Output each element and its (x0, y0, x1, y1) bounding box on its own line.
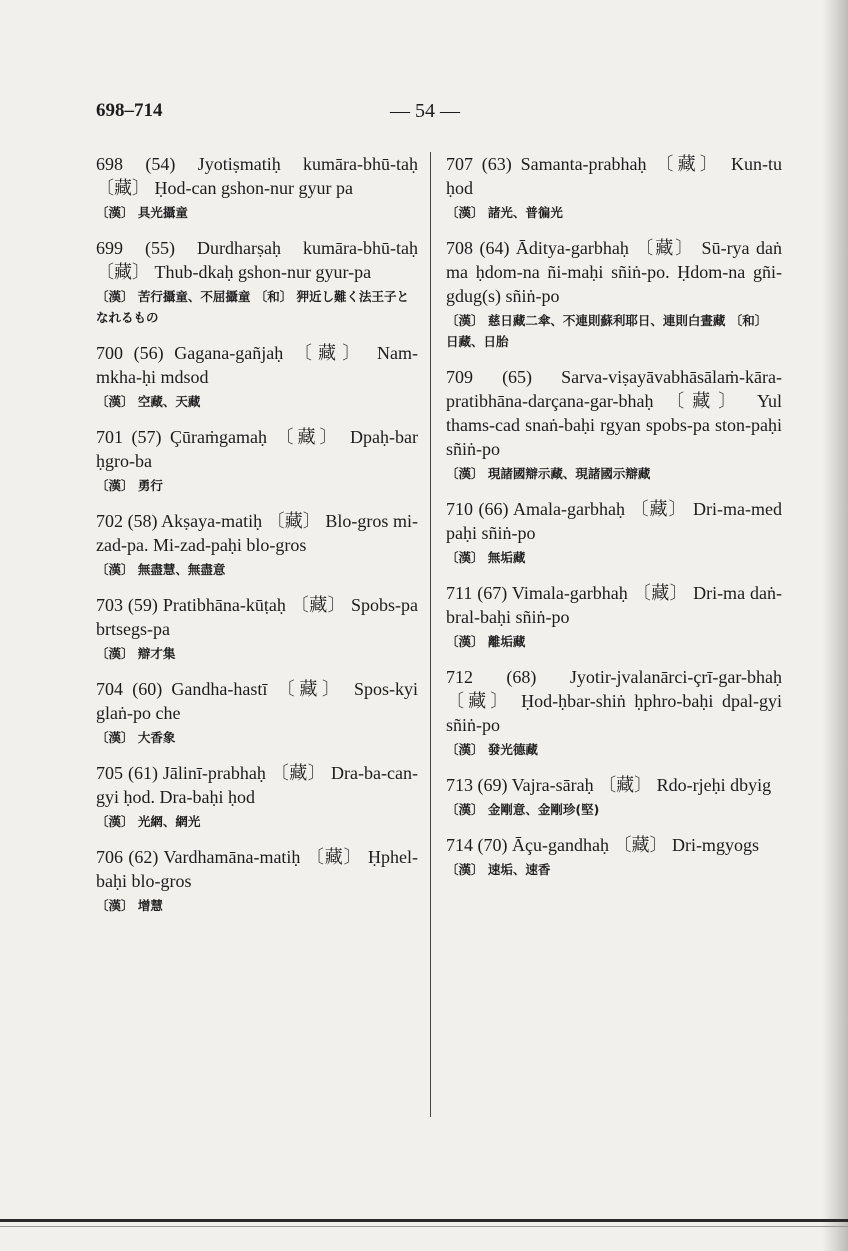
entry-chinese: 〔漢〕 金剛意、金剛珍(堅) (446, 802, 600, 817)
entry-701 (96, 425, 418, 496)
entry-chinese: 〔漢〕 勇行 (96, 478, 163, 493)
entry-text: 705 (61) Jālinī-prabhaḥ 〔藏〕 Dra-ba-can-gyi ḥod. Dra-baḥi ḥod (96, 763, 418, 807)
entry-710 (446, 497, 782, 568)
entry-704 (96, 677, 418, 748)
footer-rule (0, 1219, 848, 1222)
entry-708 (446, 236, 782, 352)
entry-chinese: 〔漢〕 光網、網光 (96, 814, 201, 829)
entry-714 (446, 833, 782, 880)
entry-706 (96, 845, 418, 916)
entry-chinese: 〔漢〕 增慧 (96, 898, 163, 913)
entry-705 (96, 761, 418, 832)
entry-700 (96, 341, 418, 412)
entry-chinese: 〔漢〕 無盡慧、無盡意 (96, 562, 226, 577)
entry-chinese: 〔漢〕 速垢、速香 (446, 862, 551, 877)
entry-text: 711 (67) Vimala-garbhaḥ 〔藏〕 Dri-ma daṅ-bral-baḥi sñiṅ-po (446, 583, 782, 627)
right-column (446, 152, 782, 893)
entry-chinese: 〔漢〕 離垢藏 (446, 634, 526, 649)
footer-rule-thin (0, 1226, 848, 1227)
entry-699 (96, 236, 418, 328)
entry-text: 710 (66) Amala-garbhaḥ 〔藏〕 Dri-ma-med paḥi sñiṅ-po (446, 499, 782, 543)
entry-text: 704 (60) Gandha-hastī 〔藏〕 Spos-kyi glaṅ-po che (96, 679, 418, 723)
entry-702 (96, 509, 418, 580)
entry-chinese: 〔漢〕 發光德藏 (446, 742, 538, 757)
page-edge-shadow (822, 0, 848, 1251)
entry-chinese: 〔漢〕 具光攝童 (96, 205, 188, 220)
entry-text: 701 (57) Çūraṁgamaḥ 〔藏〕 Dpaḥ-bar ḥgro-ba (96, 427, 418, 471)
entry-698 (96, 152, 418, 223)
entry-703 (96, 593, 418, 664)
entry-709 (446, 365, 782, 484)
entry-text: 707 (63) Samanta-prabhaḥ 〔藏〕 Kun-tu ḥod (446, 154, 782, 198)
entry-712 (446, 665, 782, 760)
entry-text: 702 (58) Akṣaya-matiḥ 〔藏〕 Blo-gros mi-zad-pa. Mi-zad-paḥi blo-gros (96, 511, 418, 555)
entry-chinese: 〔漢〕 苦行攝童、不屈攝童 〔和〕 狎近し難く法王子となれるもの (96, 289, 410, 325)
entry-text: 713 (69) Vajra-sāraḥ 〔藏〕 Rdo-rjeḥi dbyig (446, 775, 772, 795)
entry-text: 700 (56) Gagana-gañjaḥ 〔藏〕 Nam-mkha-ḥi mdsod (96, 343, 418, 387)
entry-chinese: 〔漢〕 大香象 (96, 730, 176, 745)
entry-711 (446, 581, 782, 652)
entry-chinese: 〔漢〕 諸光、普徧光 (446, 205, 563, 220)
entry-text: 714 (70) Āçu-gandhaḥ 〔藏〕 Dri-mgyogs (446, 835, 759, 855)
entry-text: 703 (59) Pratibhāna-kūṭaḥ 〔藏〕 Spobs-pa brtsegs-pa (96, 595, 418, 639)
entry-chinese: 〔漢〕 無垢藏 (446, 550, 526, 565)
entry-text: 698 (54) Jyotiṣmatiḥ kumāra-bhū-taḥ 〔藏〕 Ḥod-can gshon-nur gyur pa (96, 154, 418, 198)
entry-713 (446, 773, 782, 820)
page-range-header: 698–714 (96, 100, 163, 121)
entry-chinese: 〔漢〕 辯才集 (96, 646, 176, 661)
entry-chinese: 〔漢〕 空藏、天藏 (96, 394, 201, 409)
entry-707 (446, 152, 782, 223)
left-column (96, 152, 418, 929)
entry-text: 699 (55) Durdharṣaḥ kumāra-bhū-taḥ 〔藏〕 Thub-dkaḥ gshon-nur gyur-pa (96, 238, 418, 282)
column-divider (430, 152, 431, 1117)
entry-text: 712 (68) Jyotir-jvalanārci-çrī-gar-bhaḥ 〔藏〕 Ḥod-ḥbar-shiṅ ḥphro-baḥi dpal-gyi sñiṅ-po (446, 667, 782, 735)
entry-chinese: 〔漢〕 慈日藏二傘、不連則蘇利耶日、連則白晝藏 〔和〕 日藏、日胎 (446, 313, 768, 349)
entry-text: 708 (64) Āditya-garbhaḥ 〔藏〕 Sū-rya daṅ ma ḥdom-na ñi-maḥi sñiṅ-po. Ḥdom-na gñi-gdug(s) sñiṅ-po (446, 238, 782, 306)
entry-text: 706 (62) Vardhamāna-matiḥ 〔藏〕 Ḥphel-baḥi blo-gros (96, 847, 418, 891)
page-number: — 54 — (390, 100, 460, 122)
entry-text: 709 (65) Sarva-viṣayāvabhāsālaṁ-kāra-pratibhāna-darçana-gar-bhaḥ 〔藏〕 Yul thams-cad snaṅ-baḥi rgyan spobs-pa ston-paḥi sñiṅ-po (446, 367, 782, 459)
entry-chinese: 〔漢〕 現諸國辯示藏、現諸國示辯藏 (446, 466, 651, 481)
